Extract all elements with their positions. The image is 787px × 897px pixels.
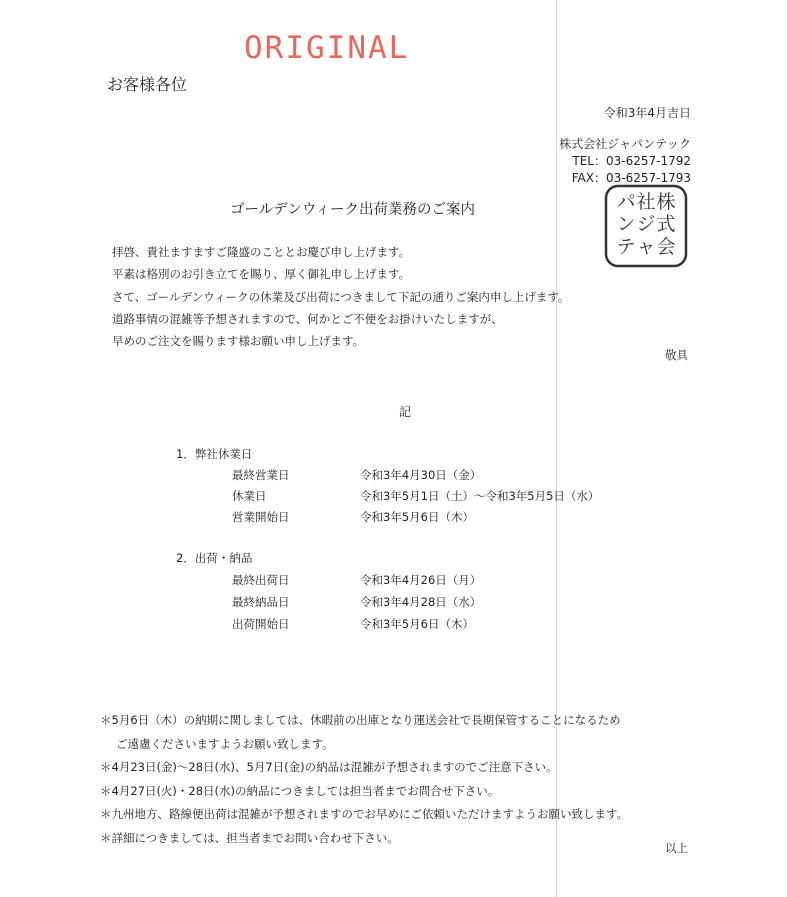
schedule-label: 最終納品日: [232, 595, 290, 609]
company-tel: TEL：03-6257-1792: [572, 154, 691, 168]
schedule-label: 最終出荷日: [232, 573, 290, 587]
body-line: 平素は格別のお引き立てを賜り、厚く御礼申し上げます。: [112, 267, 411, 282]
note-item: ＊4月27日(火)・28日(水)の納品につきましては担当者までお問合せ下さい。: [100, 783, 500, 798]
note-item: ＊5月6日（木）の納期に関しましては、休暇前の出庫となり運送会社で長期保管することになるため: [100, 713, 621, 727]
body-line: さて、ゴールデンウィークの休業及び出荷につきまして下記の通りご案内申し上げます。: [112, 289, 570, 304]
schedule-value: 令和3年5月6日（木）: [360, 617, 474, 631]
schedule-label: 営業開始日: [232, 510, 290, 524]
svg-text:パ: パ: [616, 191, 636, 213]
schedule-row: [0, 509, 787, 527]
company-seal-icon: [604, 184, 688, 268]
note-item: ＊4月23日(金)～28日(水)、5月7日(金)の納品は混雑が予想されますのでご注意下さい。: [100, 760, 558, 774]
schedule-value: 令和3年4月30日（金）: [360, 468, 482, 482]
body-line: 早めのご注文を賜ります様お願い申し上げます。: [112, 334, 365, 349]
note-item: ＊九州地方、路線便出荷は混雑が予想されますのでお早めにご依頼いただけますようお願い致します。: [100, 807, 629, 821]
svg-text:式: 式: [656, 213, 676, 235]
schedule-row: [0, 616, 787, 634]
document-title: ゴールデンウィーク出荷業務のご案内: [230, 202, 476, 218]
company-block: [559, 136, 691, 187]
original-stamp: ORIGINAL: [244, 30, 410, 66]
schedule-label: 最終営業日: [232, 468, 290, 482]
svg-text:ャ: ャ: [636, 236, 656, 258]
issue-date: 令和3年4月吉日: [603, 106, 691, 120]
schedule-label: 出荷開始日: [232, 617, 290, 631]
schedule-value: 令和3年4月26日（月）: [360, 573, 482, 587]
company-name: 株式会社ジャパンテック: [559, 137, 691, 151]
closing-keigu: 敬具: [665, 348, 688, 362]
schedule-row: [0, 594, 787, 612]
svg-text:株: 株: [656, 191, 676, 213]
schedule-value: 令和3年4月28日（水）: [360, 595, 482, 609]
svg-text:テ: テ: [616, 236, 636, 258]
body-line: 道路事情の混雑等予想されますので、何かとご不便をお掛けいたしますが、: [112, 311, 503, 326]
schedule-label: 休業日: [232, 489, 267, 503]
schedule-row: [0, 572, 787, 590]
schedule-row: [0, 467, 787, 485]
notes-list: [100, 709, 628, 850]
note-item: ＊詳細につきましては、担当者までお問い合わせ下さい。: [100, 830, 399, 845]
schedule-row: [0, 488, 787, 506]
section-holidays-title: 1．弊社休業日: [176, 447, 253, 461]
note-item-continuation: ご遠慮くださいますようお願い致します。: [116, 736, 334, 751]
greeting-body: [112, 241, 569, 352]
schedule-value: 令和3年5月6日（木）: [360, 510, 474, 524]
svg-text:ン: ン: [616, 213, 636, 235]
recipient: お客様各位: [107, 75, 188, 94]
svg-text:会: 会: [656, 236, 676, 258]
ki-heading: 記: [399, 405, 412, 419]
schedule-value: 令和3年5月1日（土）～令和3年5月5日（水）: [360, 489, 600, 503]
body-line: 拝啓、貴社ますますご隆盛のこととお慶び申し上げます。: [112, 245, 411, 259]
svg-text:社: 社: [636, 191, 656, 213]
closing-ijo: 以上: [665, 841, 688, 855]
svg-text:ジ: ジ: [636, 213, 656, 235]
company-fax: FAX：03-6257-1793: [571, 171, 691, 185]
section-shipping-title: 2．出荷・納品: [176, 551, 253, 565]
